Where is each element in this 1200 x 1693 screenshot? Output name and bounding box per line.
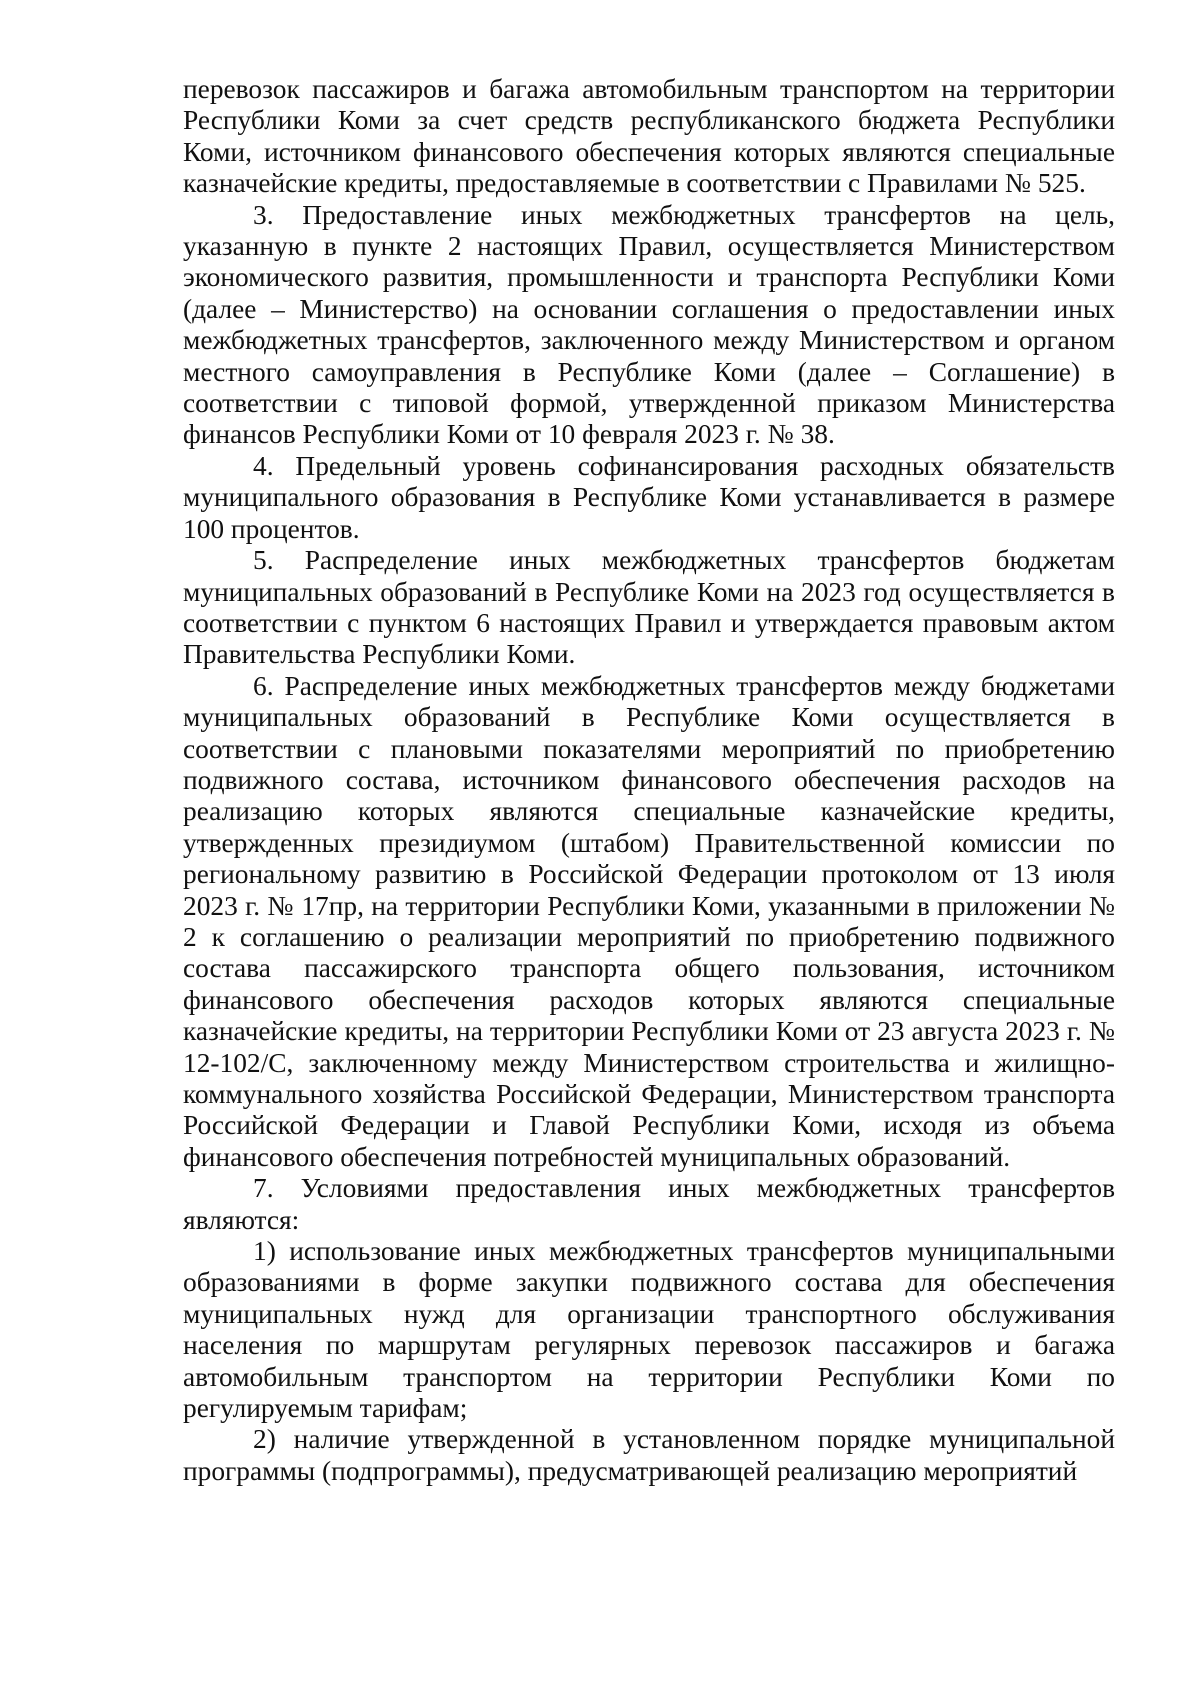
paragraph-item-6: 6. Распределение иных межбюджетных трансфертов между бюджетами муниципальных образований в Республике Коми осуществляется в соответствии с плановыми показателями мероприятий по приобретению подвижного состава, источником финансового обеспечения расходов на реализацию которых являются специальные казначейские кредиты, утвержденных президиумом (штабом) Правительственной комиссии по региональному развитию в Российской Федерации протоколом от 13 июля 2023 г. № 17пр, на территории Республики Коми, указанными в приложении № 2 к соглашению о реализации мероприятий по приобретению подвижного состава пассажирского транспорта общего пользования, источником финансового обеспечения расходов которых являются специальные казначейские кредиты, на территории Республики Коми от 23 августа 2023 г. № 12-102/С, заключенному между Министерством строительства и жилищно-коммунального хозяйства Российской Федерации, Министерством транспорта Российской Федерации и Главой Республики Коми, исходя из объема финансового обеспечения потребностей муниципальных образований. — [183, 670, 1115, 1172]
paragraph-item-5: 5. Распределение иных межбюджетных трансфертов бюджетам муниципальных образований в Республике Коми на 2023 год осуществляется в соответствии с пунктом 6 настоящих Правил и утверждается правовым актом Правительства Республики Коми. — [183, 545, 1115, 670]
paragraph-item-3: 3. Предоставление иных межбюджетных трансфертов на цель, указанную в пункте 2 настоящих Правил, осуществляется Министерством экономического развития, промышленности и транспорта Республики Коми (далее – Министерство) на основании соглашения о предоставлении иных межбюджетных трансфертов, заключенного между Министерством и органом местного самоуправления в Республике Коми (далее – Соглашение) в соответствии с типовой формой, утвержденной приказом Министерства финансов Республики Коми от 10 февраля 2023 г. № 38. — [183, 199, 1115, 450]
paragraph-subitem-2: 2) наличие утвержденной в установленном порядке муниципальной программы (подпрограммы), предусматривающей реализацию мероприятий — [183, 1424, 1115, 1486]
paragraph-item-7: 7. Условиями предоставления иных межбюджетных трансфертов являются: — [183, 1173, 1115, 1235]
paragraph-continuation: перевозок пассажиров и багажа автомобильным транспортом на территории Республики Коми за счет средств республиканского бюджета Республики Коми, источником финансового обеспечения которых являются специальные казначейские кредиты, предоставляемые в соответствии с Правилами № 525. — [183, 74, 1115, 199]
document-body — [183, 74, 1115, 1487]
paragraph-item-4: 4. Предельный уровень софинансирования расходных обязательств муниципального образования в Республике Коми устанавливается в размере 100 процентов. — [183, 450, 1115, 544]
paragraph-subitem-1: 1) использование иных межбюджетных трансфертов муниципальными образованиями в форме закупки подвижного состава для обеспечения муниципальных нужд для организации транспортного обслуживания населения по маршрутам регулярных перевозок пассажиров и багажа автомобильным транспортом на территории Республики Коми по регулируемым тарифам; — [183, 1236, 1115, 1424]
